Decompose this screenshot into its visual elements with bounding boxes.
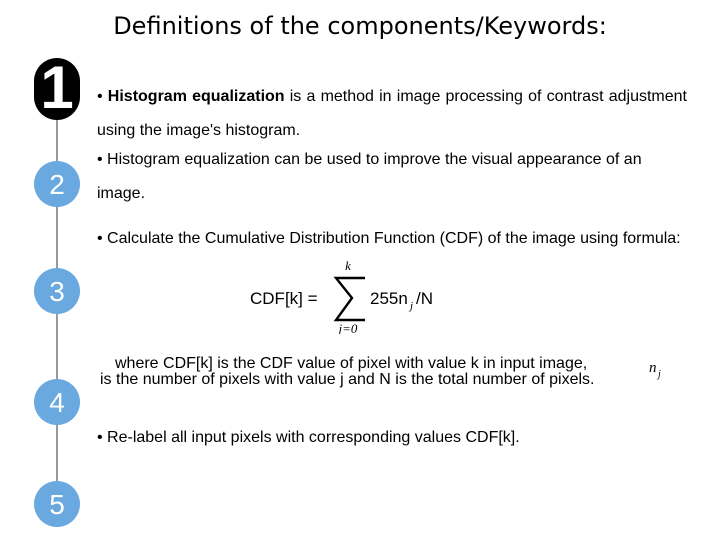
cdf-formula — [248, 258, 448, 339]
sigma-icon — [336, 278, 365, 320]
where-line-1: where CDF[k] is the CDF value of pixel with value k in input image, — [115, 355, 588, 372]
step-4-number: 4 — [49, 387, 65, 418]
nj-base: n — [649, 360, 657, 376]
bullet-1-rest: is a method in image processing of contrast adjustment using the image's histogram. — [97, 88, 687, 139]
bullet-marker: • — [97, 88, 103, 105]
formula-subscript: j — [410, 300, 414, 312]
step-2-number: 2 — [49, 169, 65, 200]
step-3-marker — [32, 266, 82, 316]
bullet-histogram-equalization-definition — [97, 80, 687, 148]
bullet-where-definition — [97, 356, 657, 388]
formula-upper-limit: k — [345, 258, 351, 273]
where-line-2: is the number of pixels with value j and N is the total number of pixels. — [100, 371, 595, 388]
step-3-number: 3 — [49, 276, 65, 307]
step-2-marker — [32, 159, 82, 209]
step-5-marker — [32, 479, 82, 529]
formula-lhs: CDF[k] = — [250, 289, 318, 308]
nj-symbol — [648, 358, 676, 385]
step-1-marker — [32, 56, 82, 121]
step-1-number: 1 — [40, 56, 74, 121]
bullet-visual-appearance: • Histogram equalization can be used to improve the visual appearance of an image. — [97, 151, 642, 202]
nj-sub: j — [658, 369, 661, 380]
step-4-marker — [32, 377, 82, 427]
formula-rhs: 255n — [370, 289, 408, 308]
bold-term: Histogram equalization — [107, 88, 285, 105]
bullet-calculate-cdf: • Calculate the Cumulative Distribution Function (CDF) of the image using formula: — [97, 230, 681, 247]
formula-tail: /N — [416, 289, 433, 308]
formula-lower-limit: j=0 — [338, 321, 358, 334]
step-5-number: 5 — [49, 489, 65, 520]
slide-title: Definitions of the components/Keywords: — [113, 12, 607, 40]
bullet-relabel-pixels: • Re-label all input pixels with corresponding values CDF[k]. — [97, 429, 520, 446]
